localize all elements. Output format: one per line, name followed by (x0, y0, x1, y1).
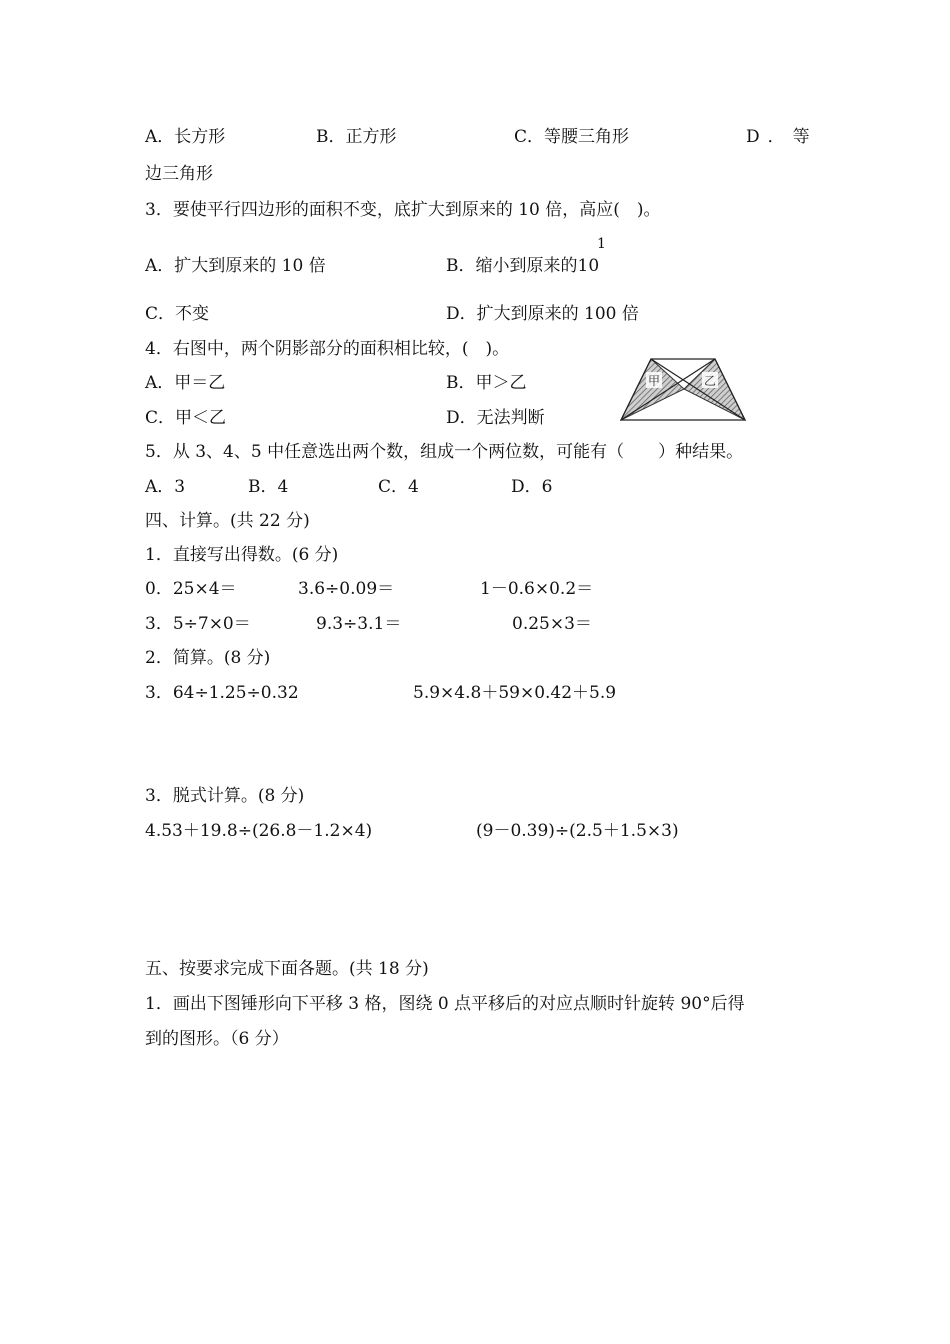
stepwise-c1: 4.53＋19.8÷(26.8－1.2×4) (145, 821, 373, 841)
label-yi: 乙 (703, 374, 717, 388)
section4-part1-title: 1．直接写出得数。(6 分) (145, 545, 339, 565)
stepwise-c2: (9－0.39)÷(2.5＋1.5×3) (476, 821, 679, 841)
q2-option-d: D．等 (746, 127, 818, 147)
section5-title: 五、按要求完成下面各题。(共 18 分) (145, 959, 429, 979)
q3-option-a: A．扩大到原来的 10 倍 (145, 256, 326, 276)
section5-part1-line2: 到的图形。（6 分） (145, 1029, 289, 1049)
q3-option-c: C．不变 (145, 304, 210, 324)
calc-r2-c3: 0.25×3＝ (512, 614, 592, 634)
calc-r1-c1: 0．25×4＝ (145, 579, 237, 599)
label-jia: 甲 (647, 374, 661, 388)
q4-stem: 4．右图中，两个阴影部分的面积相比较，( )。 (145, 339, 510, 359)
calc-r2-c1: 3．5÷7×0＝ (145, 614, 251, 634)
q2-option-a: A．长方形 (145, 127, 226, 147)
section5-part1-line1: 1．画出下图锤形向下平移 3 格，图绕 0 点平移后的对应点顺时针旋转 90°后得 (145, 994, 745, 1014)
q2-option-d-continued: 边三角形 (145, 164, 213, 184)
q3-option-b-denominator: 10 (577, 256, 600, 276)
q4-option-d: D．无法判断 (446, 408, 545, 428)
q5-option-b: B．4 (248, 477, 289, 497)
q3-stem: 3．要使平行四边形的面积不变，底扩大到原来的 10 倍，高应( )。 (145, 200, 661, 220)
simplify-c1: 3．64÷1.25÷0.32 (145, 683, 299, 703)
q2-option-c: C．等腰三角形 (514, 127, 630, 147)
calc-r2-c2: 9.3÷3.1＝ (316, 614, 402, 634)
q5-option-c: C．4 (378, 477, 419, 497)
trapezoid-figure (618, 354, 748, 424)
section4-part2-title: 2．简算。(8 分) (145, 648, 271, 668)
q4-option-a: A．甲＝乙 (145, 373, 226, 393)
section4-part3-title: 3．脱式计算。(8 分) (145, 786, 305, 806)
q3-option-b-prefix: B．缩小到原来的 (446, 256, 578, 276)
q4-option-b: B．甲＞乙 (446, 373, 527, 393)
simplify-c2: 5.9×4.8＋59×0.42＋5.9 (413, 683, 617, 703)
shaded-region-right (684, 359, 745, 420)
calc-r1-c2: 3.6÷0.09＝ (298, 579, 395, 599)
q3-option-b (446, 255, 599, 277)
q5-option-d: D．6 (511, 477, 553, 497)
q3-option-b-numerator: 1 (597, 236, 606, 252)
q5-option-a: A．3 (145, 477, 186, 497)
q2-option-b: B．正方形 (316, 127, 397, 147)
calc-r1-c3: 1－0.6×0.2＝ (480, 579, 594, 599)
q3-option-d: D．扩大到原来的 100 倍 (446, 304, 639, 324)
section4-title: 四、计算。(共 22 分) (145, 511, 310, 531)
q4-option-c: C．甲＜乙 (145, 408, 227, 428)
shaded-region-left (621, 359, 684, 420)
q5-stem: 5．从 3、4、5 中任意选出两个数，组成一个两位数，可能有（ ）种结果。 (145, 442, 744, 462)
